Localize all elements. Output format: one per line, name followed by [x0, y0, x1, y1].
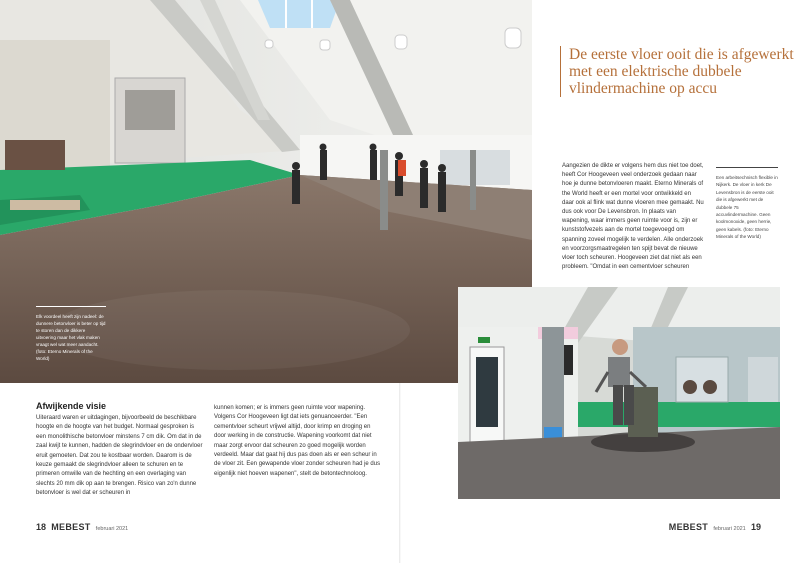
article-headline: De eerste vloer ooit die is afgewerkt met een elektrische dubbele vlindermachine op accu [560, 46, 794, 97]
footer-right [669, 522, 764, 532]
section-subheading: Afwijkende visie [36, 401, 107, 411]
issue-date-right: februari 2021 [713, 526, 746, 532]
body-column-left: Uiteraard waren er uitdagingen, bijvoorbeeld de beschikbare hoogte en de hoogte van het budget. Normaal gesproken is een monolithische betonvloer minstens 7 cm dik. Om dat in de zaal kwijt te kunnen, hadden de slegrindvloer en de ondervloer eruit gemoeten. Dat zou te kostbaar worden. Daarom is de keuze gemaakt de slegrindvloer alleen te schuren en te primeren omwille van de hechting en een overlaging van slechts 20 mm dik op aan te brengen. Risico van zo'n dunne betonvloer is wel dat er scheuren in [36, 415, 203, 497]
page-number-right: 19 [750, 522, 761, 532]
machine-photo [458, 287, 780, 499]
issue-date-left: februari 2021 [95, 526, 129, 532]
footer-left [36, 522, 131, 532]
brand-right: MEBEST [668, 522, 709, 532]
intro-paragraph: Aangezien de dikte er volgens hem dus niet toe doet, heeft Cor Hoogeveen veel onderzoek gedaan naar hoe je dunne betonvloeren maakt. Eterno Minerals of the World heeft er een mortel voor ontwikkeld en daar ook al flink wat dunne vloeren mee gemaakt. Nu dus ook voor De Levensbron. In plaats van wapening, waar immers geen ruimte voor is, zijn er kunststofvezels aan de mortel toegevoegd om spanning zoveel mogelijk te verdelen. Alle onderzoek en voorzorgsmaatregelen ten spijt bevat de nieuwe vloer toch scheuren. Hoogeveen ziet dat niet als een probleem. "Omdat in een cementvloer scheuren [562, 163, 704, 271]
sidebar-caption: Een arbeitsechnisch flexible in Nijkerk. De vloer in kerk De Levensbron is de eerste ooit die is afgewerkt met de dubbele 75 accuvlindermachine. Geen koolmonoxide, geen herrie, geen kabels. (foto: Eterno Minerals of the World) [716, 167, 778, 241]
body-column-right: kunnen komen; er is immers geen ruimte voor wapening. Volgens Cor Hoogeveen ligt dat iets genuanceerder. "Een cementvloer scheurt vrijwel altijd, door krimp en droging en door werking in de constructie. Wapening voorkomt dat niet maar zorgt ervoor dat scheuren zo goed mogelijk worden verdeeld. Maar dat gaat hij dus pas doen als er een scheur in de vloer zit. Een gewapende vloer zonder scheuren had je dus eigenlijk niet hoeven wapenen", stelt de betontechnoloog. [214, 405, 381, 477]
page-number-left: 18 [36, 522, 47, 532]
brand-left: MEBEST [51, 522, 91, 532]
photo-caption: Elk voordeel heeft zijn nadeel: de dunnere betonvloer is beter op tijd te storen dan de dikkere uitvoering maar het vlak maken vraagt wel wat meer aandacht. (foto: Eterno Minerals of the World) [36, 306, 106, 362]
